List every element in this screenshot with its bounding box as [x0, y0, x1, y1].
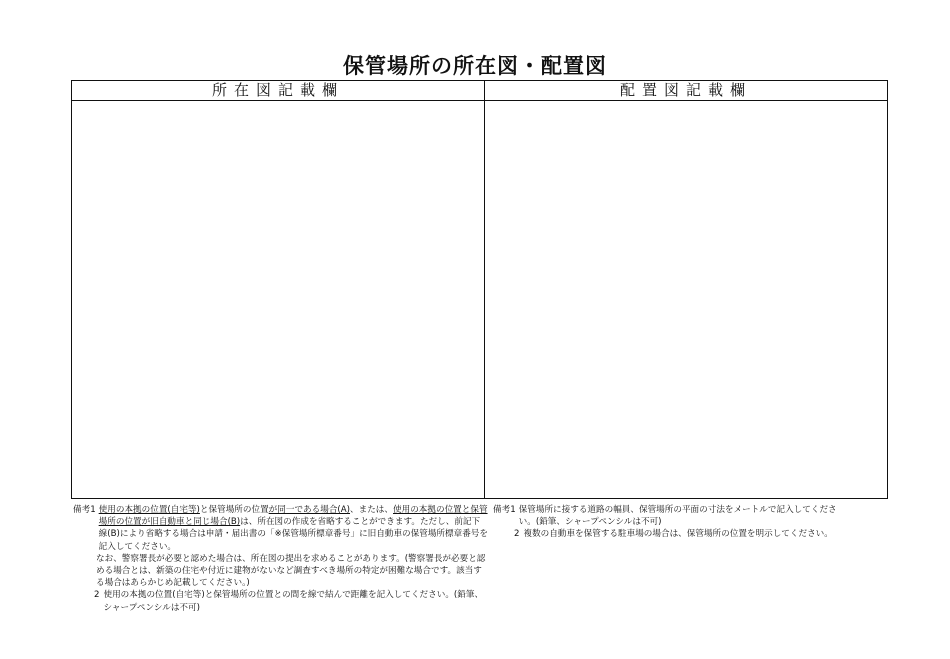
underlined-text: 使用の本拠の位置と保管場所の位置が旧自動車と同じ場合(B)	[98, 505, 488, 528]
column-divider	[484, 81, 485, 498]
location-map-area[interactable]	[72, 101, 484, 498]
note-body: 複数の自動車を保管する駐車場の場合は、保管場所の位置を明示してください。	[523, 529, 833, 540]
location-map-header: 所在図記載欄	[211, 81, 344, 99]
note-right-1	[493, 504, 853, 528]
note-number: 2	[514, 529, 520, 540]
note-label: 備考1	[493, 505, 516, 515]
note-body: 保管場所に接する道路の幅員、保管場所の平面の寸法をメートルで記入してください。(鉛筆、シャープペンシルは不可)	[518, 505, 837, 528]
note-body: 使用の本拠の位置(自宅等)と保管場所の位置との間を線で結んで距離を記入してください。(鉛筆、シャープペンシルは不可)	[103, 590, 484, 613]
note-text: と保管場所の位置	[199, 505, 269, 515]
underlined-text: が同一である場合(A)	[268, 505, 351, 515]
note-left-1-extra: なお、警察署長が必要と認めた場合は、所在図の提出を求めることがあります。(警察署長が必要と認める場合とは、新築の住宅や付近に建物がないなど調査すべき場所の特定が困難な場合です。該当する場合はあらかじめ記載してください。)	[96, 553, 486, 589]
notes-left	[73, 504, 488, 614]
drawing-table	[71, 80, 888, 499]
note-body	[99, 504, 488, 553]
note-right-2	[493, 528, 853, 540]
note-text: は、所在図の作成を省略することができます。ただし、前記下線(B)により省略する場合は申請・届出書の「※保管場所標章番号」に旧自動車の保管場所標章番号を記入してください。	[98, 517, 488, 552]
page-title: 保管場所の所在図・配置図	[343, 54, 607, 78]
note-left-1	[73, 504, 488, 553]
note-number: 2	[94, 590, 100, 601]
note-text: 、または、	[350, 505, 393, 515]
notes-right	[493, 504, 853, 541]
note-left-2	[73, 589, 488, 613]
note-label: 備考1	[73, 505, 96, 515]
layout-map-area[interactable]	[486, 101, 887, 498]
underlined-text: 使用の本拠の位置(自宅等)	[98, 505, 200, 515]
layout-map-header: 配置図記載欄	[619, 81, 752, 99]
